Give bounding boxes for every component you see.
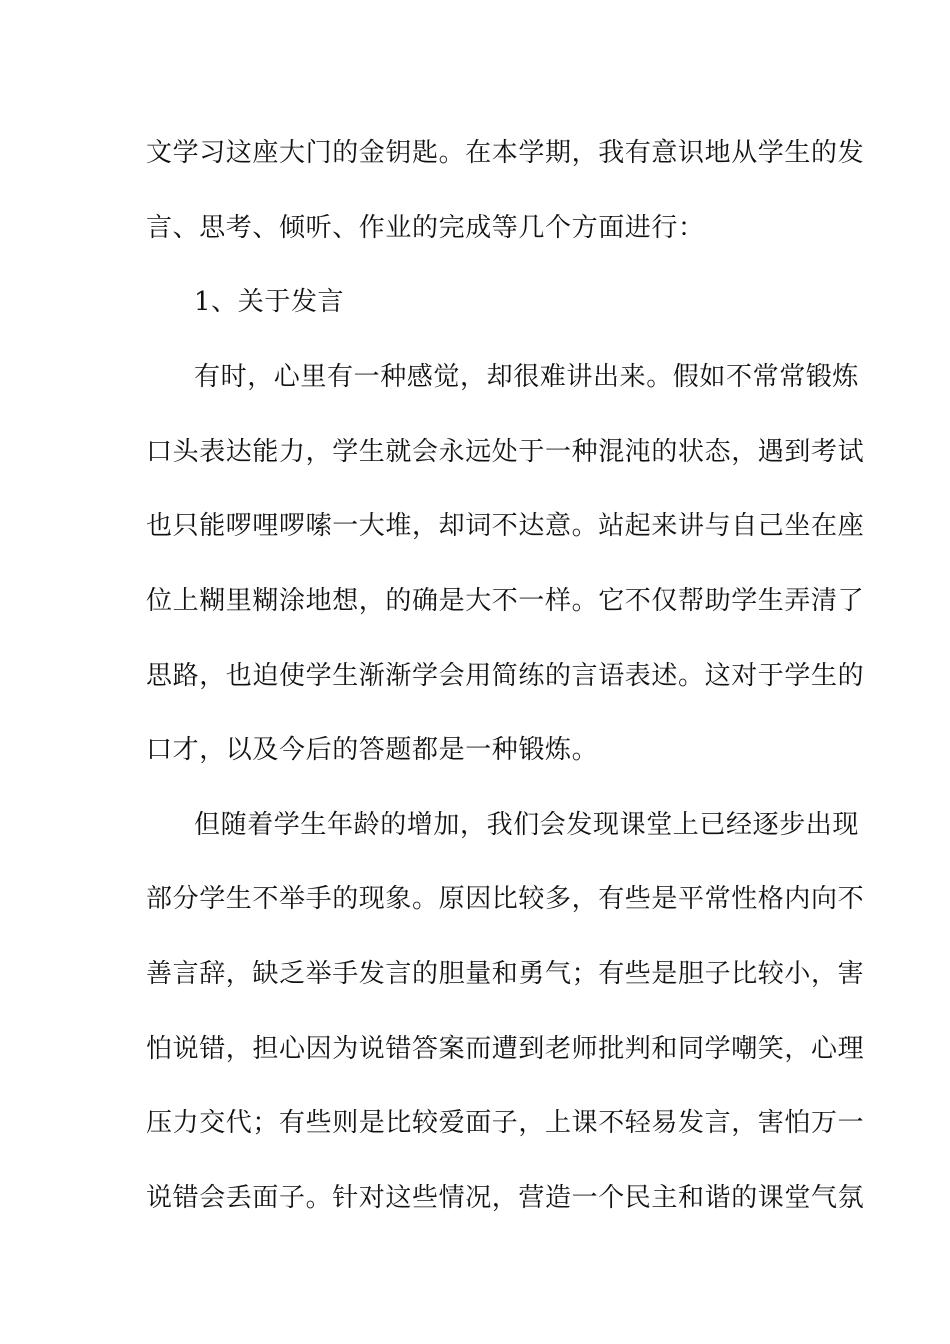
text-line: 思路，也迫使学生渐渐学会用简练的言语表述。这对于学生的 <box>146 661 865 691</box>
text-line: 说错会丢面子。针对这些情况，营造一个民主和谐的课堂气氛 <box>146 1183 865 1213</box>
text-line: 压力交代；有些则是比较爱面子，上课不轻易发言，害怕万一 <box>146 1108 865 1138</box>
text-line: 善言辞，缺乏举手发言的胆量和勇气；有些是胆子比较小，害 <box>146 959 865 989</box>
text-line: 有时，心里有一种感觉，却很难讲出来。假如不常常锻炼 <box>194 362 860 392</box>
text-line: 怕说错，担心因为说错答案而遭到老师批判和同学嘲笑，心理 <box>146 1034 865 1064</box>
text-line: 但随着学生年龄的增加，我们会发现课堂上已经逐步出现 <box>194 810 860 840</box>
text-line: 也只能啰哩啰嗦一大堆，却词不达意。站起来讲与自己坐在座 <box>146 511 865 541</box>
text-line: 口才，以及今后的答题都是一种锻炼。 <box>146 735 599 765</box>
text-line: 言、思考、倾听、作业的完成等几个方面进行： <box>146 213 705 243</box>
section-heading: 1、关于发言 <box>194 287 345 317</box>
text-line: 文学习这座大门的金钥匙。在本学期，我有意识地从学生的发 <box>146 138 865 168</box>
text-line: 口头表达能力，学生就会永远处于一种混沌的状态，遇到考试 <box>146 437 865 467</box>
text-line: 位上糊里糊涂地想，的确是大不一样。它不仅帮助学生弄清了 <box>146 586 865 616</box>
text-line: 部分学生不举手的现象。原因比较多，有些是平常性格内向不 <box>146 884 865 914</box>
